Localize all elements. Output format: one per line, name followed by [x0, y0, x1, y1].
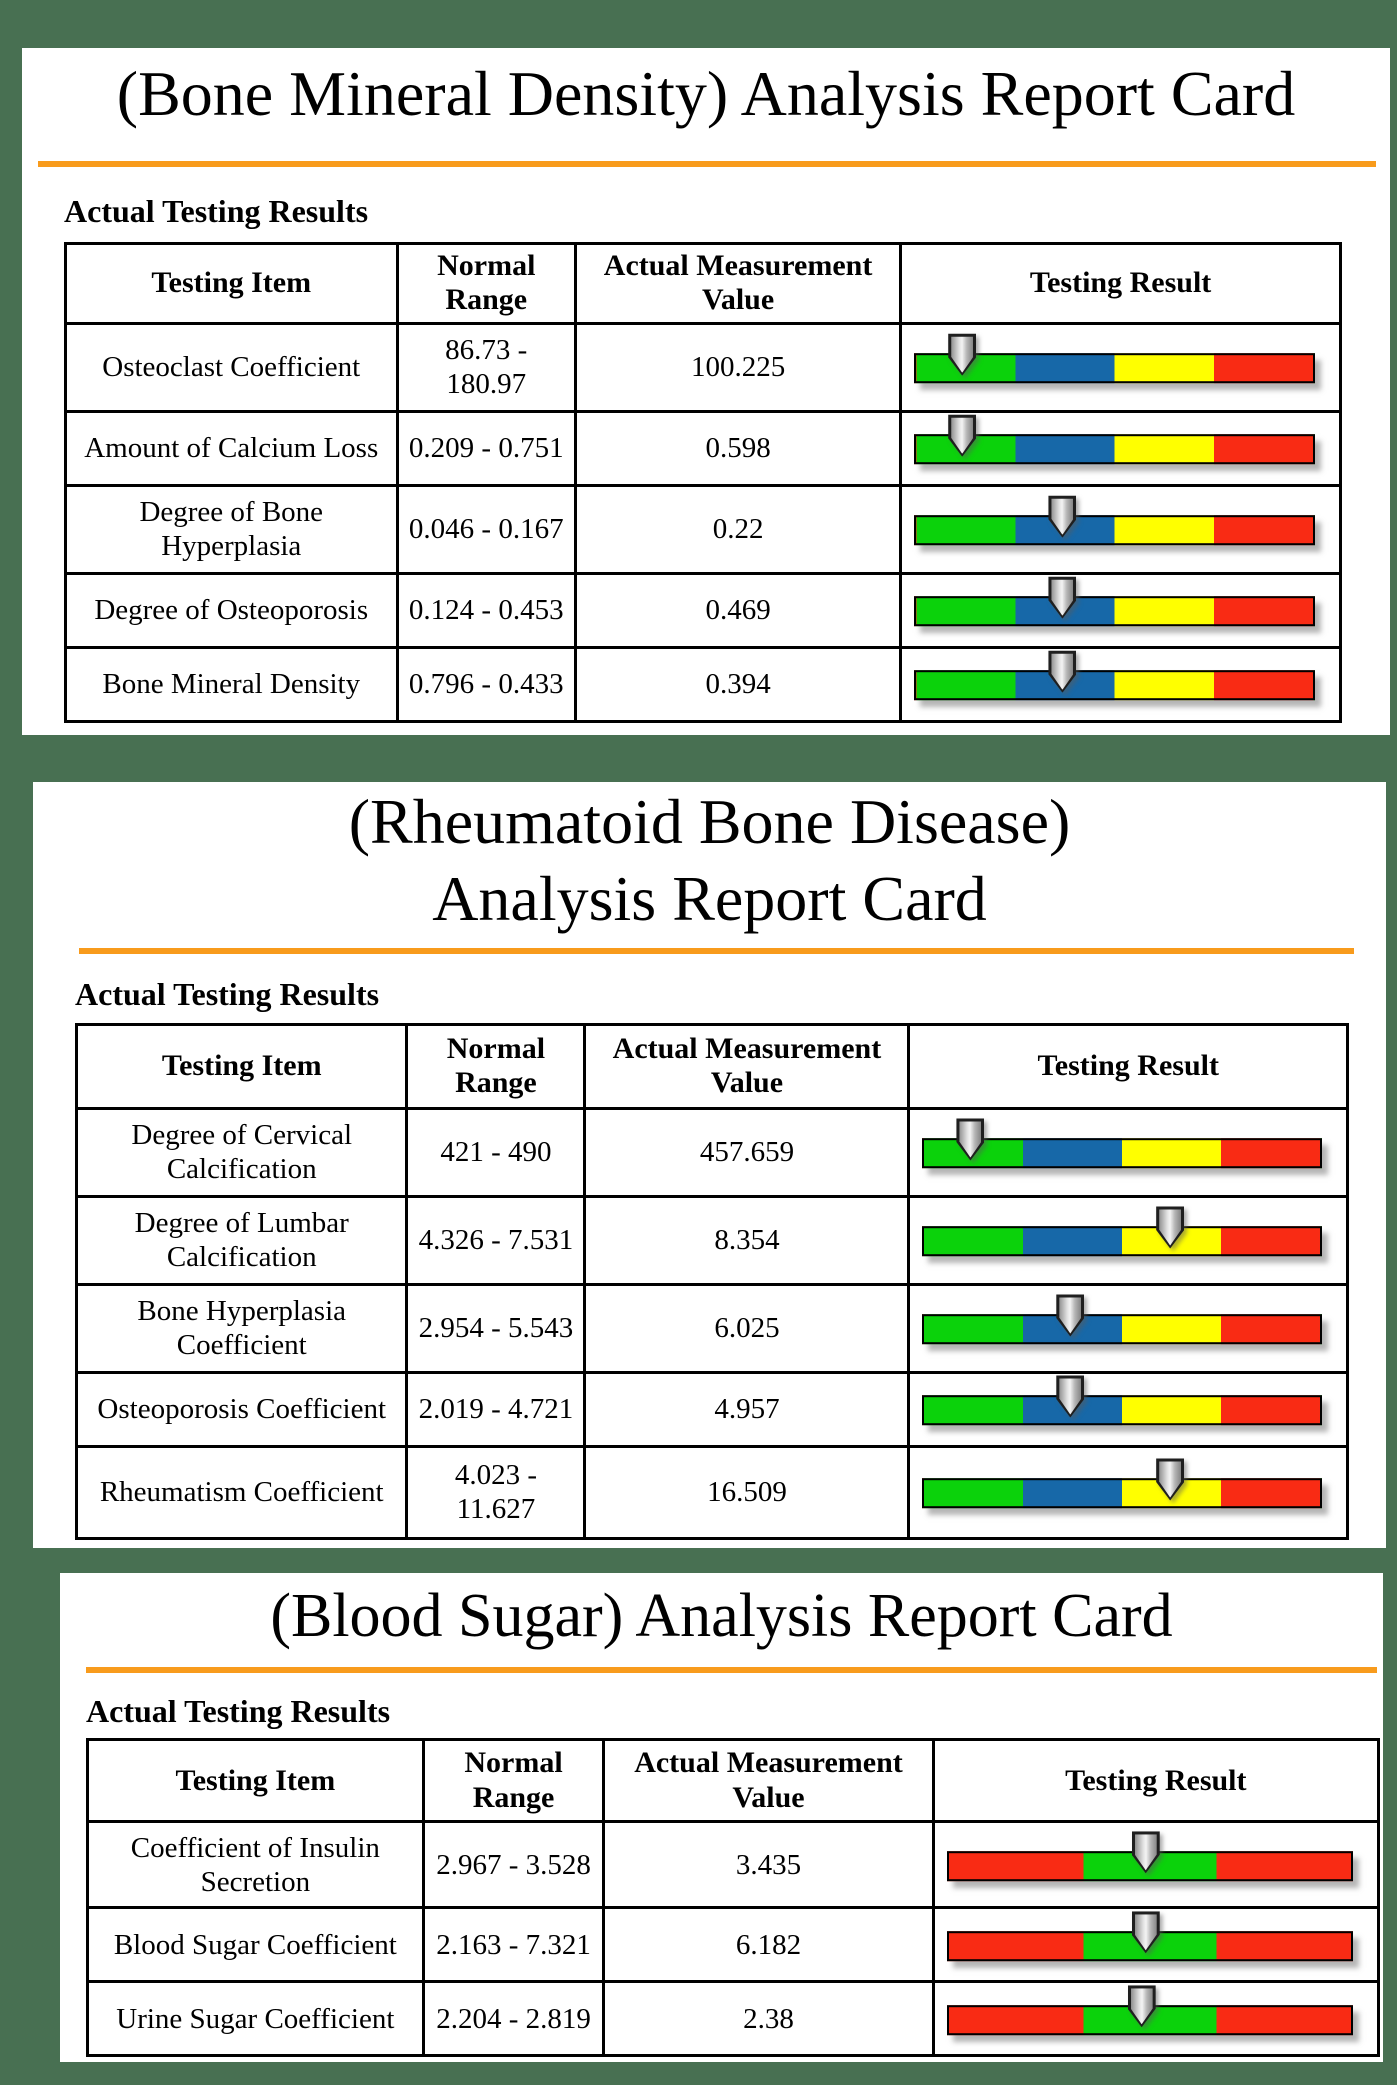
result-range-bar [914, 670, 1315, 700]
result-range-bar [914, 596, 1315, 626]
measurement-value-cell: 457.659 [585, 1108, 909, 1196]
result-bar-wrap [947, 1983, 1353, 2054]
header-measurement: Actual Measurement Value [585, 1024, 909, 1108]
header-testing-result: Testing Result [909, 1024, 1348, 1108]
header-normal-range: Normal Range [423, 1740, 604, 1822]
result-range-bar [922, 1226, 1322, 1256]
normal-range-cell: 4.326 - 7.531 [407, 1196, 585, 1284]
header-testing-result: Testing Result [933, 1740, 1378, 1822]
testing-result-cell [909, 1284, 1348, 1372]
table-row [66, 647, 1341, 721]
normal-range-cell: 86.73 - 180.97 [397, 323, 576, 411]
table-row [77, 1108, 1348, 1196]
report-card-rheumatoid-bone-disease [33, 782, 1386, 1548]
report-title [32, 56, 1380, 133]
result-marker-icon [1048, 577, 1076, 619]
header-testing-item: Testing Item [66, 243, 398, 323]
measurement-value-cell: 16.509 [585, 1446, 909, 1538]
result-bar-wrap [922, 1374, 1322, 1445]
divider-rule [38, 161, 1376, 167]
measurement-value-cell: 2.38 [604, 1982, 933, 2056]
measurement-value-cell: 100.225 [576, 323, 901, 411]
normal-range-cell: 0.209 - 0.751 [397, 411, 576, 485]
testing-item-cell: Degree of Osteoporosis [66, 573, 398, 647]
testing-result-cell [909, 1446, 1348, 1538]
marker-fill [1135, 1914, 1157, 1950]
table-row [88, 1908, 1379, 1982]
measurement-value-cell: 0.469 [576, 573, 901, 647]
table-row [66, 323, 1341, 411]
result-marker-icon [948, 415, 976, 457]
measurement-value-cell: 0.394 [576, 647, 901, 721]
marker-fill [951, 337, 973, 373]
testing-result-cell [901, 647, 1341, 721]
header-measurement: Actual Measurement Value [604, 1740, 933, 1822]
result-bar-wrap [922, 1198, 1322, 1283]
result-bar-wrap [947, 1909, 1353, 1980]
header-normal-range: Normal Range [407, 1024, 585, 1108]
normal-range-cell: 2.019 - 4.721 [407, 1372, 585, 1446]
result-bar-wrap [922, 1286, 1322, 1371]
table-row [77, 1372, 1348, 1446]
result-marker-icon [1156, 1458, 1184, 1500]
testing-result-cell [933, 1908, 1378, 1982]
testing-result-cell [933, 1982, 1378, 2056]
marker-fill [951, 418, 973, 454]
testing-result-cell [901, 323, 1341, 411]
measurement-value-cell: 0.598 [576, 411, 901, 485]
header-testing-result: Testing Result [901, 243, 1341, 323]
result-marker-icon [1128, 1985, 1156, 2027]
result-bar-wrap [947, 1823, 1353, 1906]
result-marker-icon [1132, 1831, 1160, 1873]
normal-range-cell: 2.204 - 2.819 [423, 1982, 604, 2056]
marker-fill [1159, 1461, 1181, 1497]
results-table [64, 242, 1342, 723]
measurement-value-cell: 0.22 [576, 485, 901, 573]
result-bar-wrap [922, 1110, 1322, 1195]
testing-item-cell: Degree of Cervical Calcification [77, 1108, 407, 1196]
marker-fill [1059, 1378, 1081, 1414]
testing-item-cell: Degree of Lumbar Calcification [77, 1196, 407, 1284]
testing-item-cell: Amount of Calcium Loss [66, 411, 398, 485]
marker-fill [959, 1121, 981, 1157]
table-header-row [88, 1740, 1379, 1822]
normal-range-cell: 2.163 - 7.321 [423, 1908, 604, 1982]
report-title-line: (Blood Sugar) Analysis Report Card [270, 1582, 1173, 1650]
marker-fill [1051, 580, 1073, 616]
normal-range-cell: 2.954 - 5.543 [407, 1284, 585, 1372]
section-heading: Actual Testing Results [75, 975, 380, 1012]
normal-range-cell: 0.046 - 0.167 [397, 485, 576, 573]
result-range-bar [922, 1314, 1322, 1344]
normal-range-cell: 421 - 490 [407, 1108, 585, 1196]
testing-result-cell [909, 1372, 1348, 1446]
marker-fill [1059, 1297, 1081, 1333]
header-testing-item: Testing Item [77, 1024, 407, 1108]
result-bar-wrap [914, 575, 1315, 646]
testing-item-cell: Osteoporosis Coefficient [77, 1372, 407, 1446]
table-row [66, 411, 1341, 485]
header-normal-range: Normal Range [397, 243, 576, 323]
testing-result-cell [933, 1822, 1378, 1908]
testing-result-cell [901, 411, 1341, 485]
table-row [77, 1446, 1348, 1538]
marker-fill [1135, 1834, 1157, 1870]
measurement-value-cell: 3.435 [604, 1822, 933, 1908]
table-row [77, 1196, 1348, 1284]
normal-range-cell: 4.023 - 11.627 [407, 1446, 585, 1538]
header-measurement: Actual Measurement Value [576, 243, 901, 323]
result-bar-wrap [922, 1448, 1322, 1537]
marker-fill [1051, 499, 1073, 535]
report-title-line: (Rheumatoid Bone Disease) [348, 786, 1071, 857]
table-header-row [77, 1024, 1348, 1108]
result-marker-icon [1056, 1294, 1084, 1336]
measurement-value-cell: 8.354 [585, 1196, 909, 1284]
testing-item-cell: Degree of Bone Hyperplasia [66, 485, 398, 573]
divider-rule [86, 1667, 1377, 1673]
normal-range-cell: 0.796 - 0.433 [397, 647, 576, 721]
testing-result-cell [901, 485, 1341, 573]
marker-fill [1131, 1988, 1153, 2024]
results-table [75, 1023, 1349, 1540]
testing-item-cell: Bone Hyperplasia Coefficient [77, 1284, 407, 1372]
table-row [88, 1822, 1379, 1908]
result-marker-icon [1156, 1206, 1184, 1248]
result-bar-wrap [914, 649, 1315, 720]
section-heading: Actual Testing Results [86, 1693, 391, 1730]
report-title [70, 1579, 1373, 1653]
testing-result-cell [909, 1196, 1348, 1284]
result-marker-icon [948, 334, 976, 376]
results-table [86, 1738, 1380, 2057]
result-marker-icon [1048, 651, 1076, 693]
testing-item-cell: Urine Sugar Coefficient [88, 1982, 424, 2056]
result-bar-wrap [914, 325, 1315, 410]
report-title-line: Analysis Report Card [432, 862, 987, 934]
result-range-bar [914, 515, 1315, 545]
result-range-bar [922, 1478, 1322, 1508]
result-marker-icon [1132, 1911, 1160, 1953]
measurement-value-cell: 6.025 [585, 1284, 909, 1372]
table-row [66, 573, 1341, 647]
report-title-line: (Bone Mineral Density) Analysis Report Card [116, 58, 1296, 129]
testing-item-cell: Rheumatism Coefficient [77, 1446, 407, 1538]
table-header-row [66, 243, 1341, 323]
table-row [77, 1284, 1348, 1372]
result-bar-wrap [914, 487, 1315, 572]
table-row [88, 1982, 1379, 2056]
result-marker-icon [1048, 496, 1076, 538]
header-testing-item: Testing Item [88, 1740, 424, 1822]
testing-item-cell: Coefficient of Insulin Secretion [88, 1822, 424, 1908]
marker-fill [1051, 654, 1073, 690]
result-range-bar [922, 1395, 1322, 1425]
normal-range-cell: 2.967 - 3.528 [423, 1822, 604, 1908]
result-marker-icon [1056, 1375, 1084, 1417]
measurement-value-cell: 4.957 [585, 1372, 909, 1446]
testing-result-cell [909, 1108, 1348, 1196]
testing-item-cell: Bone Mineral Density [66, 647, 398, 721]
measurement-value-cell: 6.182 [604, 1908, 933, 1982]
report-title [43, 784, 1376, 938]
marker-fill [1159, 1209, 1181, 1245]
report-card-blood-sugar [60, 1573, 1383, 2062]
report-card-bone-mineral-density [22, 48, 1390, 735]
result-marker-icon [956, 1118, 984, 1160]
testing-result-cell [901, 573, 1341, 647]
testing-item-cell: Osteoclast Coefficient [66, 323, 398, 411]
divider-rule [79, 948, 1354, 954]
result-bar-wrap [914, 413, 1315, 484]
table-row [66, 485, 1341, 573]
testing-item-cell: Blood Sugar Coefficient [88, 1908, 424, 1982]
section-heading: Actual Testing Results [64, 192, 369, 229]
normal-range-cell: 0.124 - 0.453 [397, 573, 576, 647]
